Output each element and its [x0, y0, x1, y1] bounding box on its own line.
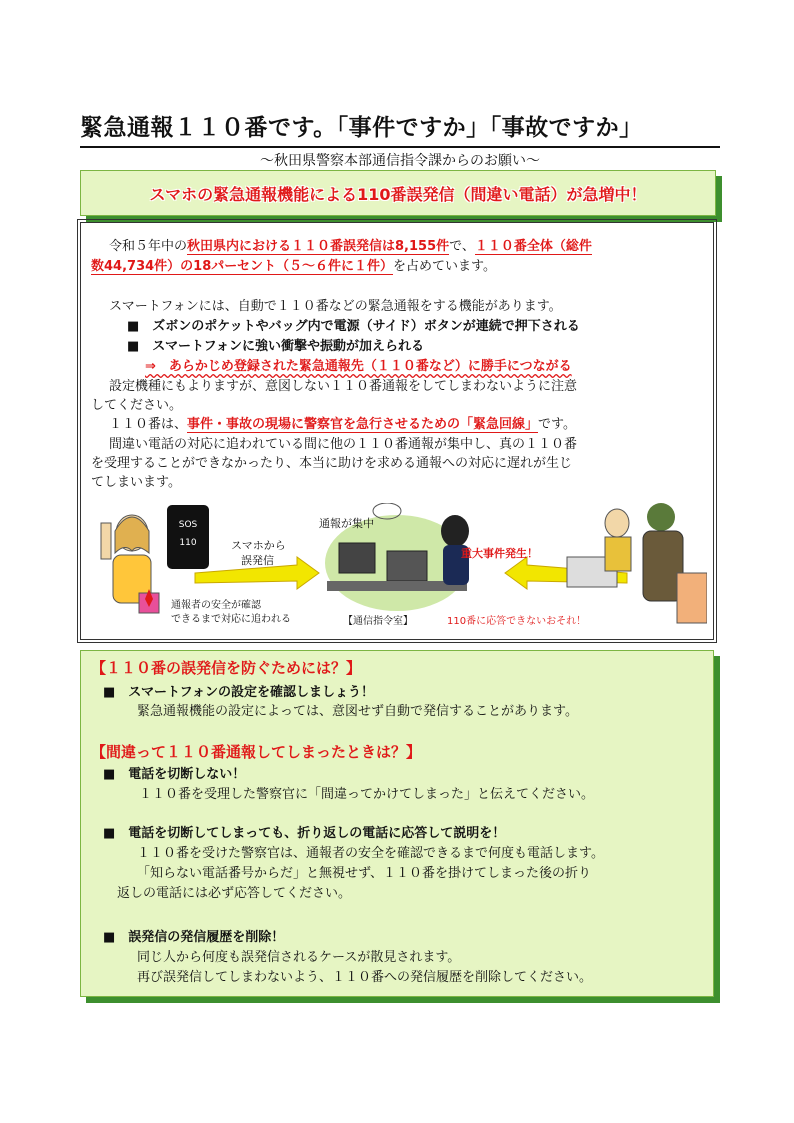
woman-figure-icon [101, 515, 159, 613]
intro-line-8: を受理することができなかったり、本当に助けを求める通報への対応に遅れが生じ [91, 456, 573, 471]
mistake-item-2-title: ■ 電話を切断してしまっても、折り返しの電話に応答して説明を！ [103, 826, 506, 841]
caller-safety-label-2: できるまで対応に追われる [171, 614, 291, 625]
smartphone-label-2: 誤発信 [241, 554, 274, 567]
smartphone-icon [167, 505, 209, 569]
cannot-respond-label: 110番に応答できないおそれ！ [447, 616, 587, 627]
bullet-1: ■ ズボンのポケットやバッグ内で電源（サイド）ボタンが連続で押下される [127, 319, 580, 334]
prevent-item-text: 緊急通報機能の設定によっては、意図せず自動で発信することがあります。 [137, 704, 578, 719]
mistake-item-2-text-3: 返しの電話には必ず応答してください。 [117, 886, 352, 901]
caller-safety-label-1: 通報者の安全が確認 [171, 600, 261, 611]
intro-line-3: スマートフォンには、自動で１１０番などの緊急通報をする機能があります。 [109, 299, 562, 314]
bullet-2: ■ スマートフォンに強い衝撃や振動が加えられる [127, 339, 424, 354]
intro-line-2: 数44,734件）の18パーセント（５～６件に１件）を占めています。 [91, 259, 496, 274]
concentrated-label: 通報が集中 [319, 517, 374, 530]
page-subtitle: ～秋田県警察本部通信指令課からのお願い～ [260, 153, 540, 169]
command-room-label: 【通信指令室】 [343, 616, 413, 627]
smartphone-label-1: スマホから [231, 539, 286, 552]
serious-incident-label: 重大事件発生！ [461, 547, 538, 560]
arrow-line: ⇒ あらかじめ登録された緊急通報先（１１０番など）に勝手につながる [145, 359, 572, 374]
intro-line-7: 間違い電話の対応に追われている間に他の１１０番通報が集中し、真の１１０番 [109, 437, 578, 452]
svg-text:SOS: SOS [178, 520, 198, 530]
svg-text:110: 110 [179, 538, 197, 548]
mistake-item-3-title: ■ 誤発信の発信履歴を削除！ [103, 930, 285, 945]
intro-line-5: してください。 [91, 398, 183, 413]
section-heading-mistake: 【間違って１１０番通報してしまったときは？】 [91, 743, 422, 761]
info-box [80, 222, 714, 640]
intro-line-1: 令和５年中の秋田県内における１１０番誤発信は8,155件で、１１０番全体（総件 [109, 239, 592, 254]
alert-banner [80, 170, 716, 216]
mistake-item-3-text-1: 同じ人から何度も誤発信されるケースが散見されます。 [137, 950, 461, 965]
intro-line-4: 設定機種にもよりますが、意図しない１１０番通報をしてしまわないように注意 [109, 379, 578, 394]
alert-banner-text: スマホの緊急通報機能による110番誤発信（間違い電話）が急増中！ [149, 184, 647, 204]
prevent-item-title: ■ スマートフォンの設定を確認しましょう！ [103, 685, 374, 700]
incident-scene-icon [567, 503, 707, 623]
mistake-item-2-text-1: １１０番を受けた警察官は、通報者の安全を確認できるまで何度も電話します。 [137, 846, 604, 861]
mistake-item-1-title: ■ 電話を切断しない！ [103, 767, 246, 782]
intro-line-9: てしまいます。 [91, 475, 181, 490]
mistake-item-2-text-2: 「知らない電話番号からだ」と無視せず、１１０番を掛けてしまった後の折り [137, 866, 591, 881]
advice-section [80, 650, 714, 997]
page-title: 緊急通報１１０番です。「事件ですか」「事故ですか」 [80, 110, 720, 148]
mistake-item-1-text: １１０番を受理した警察官に「間違ってかけてしまった」と伝えてください。 [139, 787, 595, 802]
intro-line-6: １１０番は、事件・事故の現場に警察官を急行させるための「緊急回線」です。 [109, 417, 576, 432]
mistake-item-3-text-2: 再び誤発信してしまわないよう、１１０番への発信履歴を削除してください。 [137, 970, 593, 985]
section-heading-prevent: 【１１０番の誤発信を防ぐためには？】 [91, 659, 362, 677]
